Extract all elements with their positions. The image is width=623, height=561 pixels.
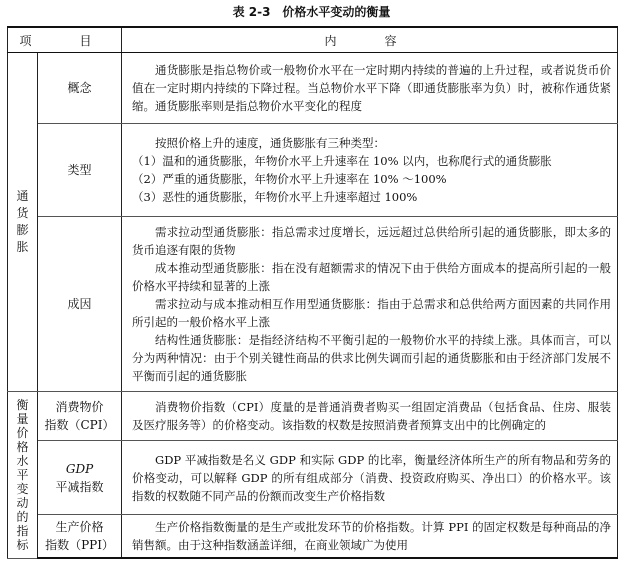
table-header-row — [8, 27, 618, 53]
types-item: （1）温和的通货膨胀，年物价水平上升速率在 10% 以内，也称爬行式的通货膨胀 — [132, 154, 552, 168]
header-content: 内 容 — [122, 27, 618, 53]
category-inflation — [8, 53, 38, 392]
types-item: （2）严重的通货膨胀，年物价水平上升速率在 10% ～100% — [132, 172, 447, 186]
cause-paragraph: 结构性通货膨胀：是指经济结构不平衡引起的一般物价水平的持续上涨。具体而言，可以分为两种情况：由于个别关键性商品的供求比例失调而引起的通货膨胀和由于经济部门发展不平衡而引起的通货膨胀 — [132, 333, 612, 383]
subitem-cpi: 消费物价 指数（CPI） — [38, 392, 122, 441]
category-inflation-label: 通 货 膨 胀 — [16, 189, 29, 254]
category-measures — [8, 392, 38, 559]
cause-paragraph: 成本推动型通货膨胀：指在没有超额需求的情况下由于供给方面成本的提高所引起的一般价格水平持续和显著的上涨 — [132, 261, 612, 293]
content-types — [122, 124, 618, 217]
cause-paragraph: 需求拉动型通货膨胀：指总需求过度增长，远远超过总供给所引起的通货膨胀，即太多的货币追逐有限的货物 — [132, 225, 612, 257]
subitem-types: 类型 — [38, 124, 122, 217]
table-row — [8, 441, 618, 515]
table-row — [8, 217, 618, 392]
category-measures-label: 衡 量 价 格 水 平 变 动 的 指 标 — [16, 397, 29, 552]
content-gdp-deflator: GDP 平减指数是名义 GDP 和实际 GDP 的比率，衡量经济体所生产的所有物品和劳务的价格变动，可以解释 GDP 的所有组成部分（消费、投资政府购买、净出口）的价格水平。该指数的权数随不同产品的份额而改变生产价格指数 — [122, 441, 618, 515]
subitem-causes: 成因 — [38, 217, 122, 392]
subitem-concept: 概念 — [38, 53, 122, 124]
cause-paragraph: 需求拉动与成本推动相互作用型通货膨胀：指由于总需求和总供给两方面因素的共同作用所引起的一般价格水平上涨 — [132, 297, 612, 329]
table-row — [8, 124, 618, 217]
subitem-ppi: 生产价格 指数（PPI） — [38, 515, 122, 559]
table-row — [8, 392, 618, 441]
table-caption: 表 2-3 价格水平变动的衡量 — [232, 5, 391, 19]
header-item: 项 目 — [8, 27, 122, 53]
content-ppi: 生产价格指数衡量的是生产或批发环节的价格指数。计算 PPI 的固定权数是每种商品的净销售额。由于这种指数涵盖详细，在商业领域广为使用 — [122, 515, 618, 559]
subitem-gdp-deflator: GDP 平减指数 — [38, 441, 122, 515]
price-level-table — [7, 26, 618, 559]
types-intro: 按照价格上升的速度，通货膨胀有三种类型： — [155, 136, 386, 150]
table-row — [8, 515, 618, 559]
content-concept: 通货膨胀是指总物价或一般物价水平在一定时期内持续的普遍的上升过程，或者说货币价值在一定时期内持续的下降过程。当总物价水平下降（即通货膨胀率为负）时，被称作通货紧缩。通货膨胀率则是指总物价水平变化的程度 — [122, 53, 618, 124]
content-causes — [122, 217, 618, 392]
types-item: （3）恶性的通货膨胀，年物价水平上升速率超过 100% — [132, 190, 418, 204]
table-row — [8, 53, 618, 124]
content-cpi: 消费物价指数（CPI）度量的是普通消费者购买一组固定消费品（包括食品、住房、服装及医疗服务等）的价格变动。该指数的权数是按照消费者预算支出中的比例确定的 — [122, 392, 618, 441]
